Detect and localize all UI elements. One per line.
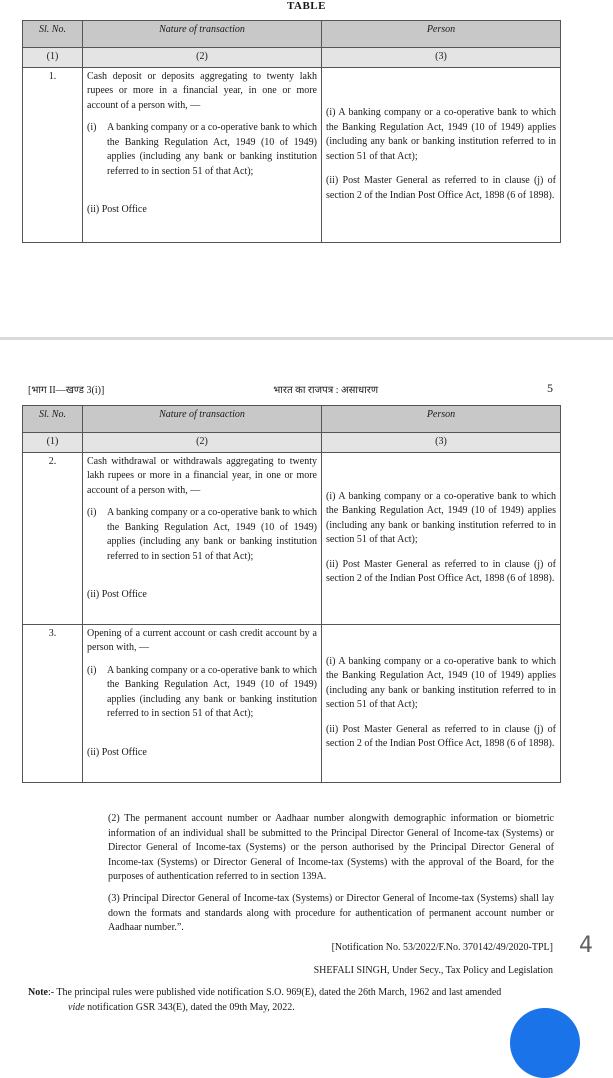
table-row (23, 67, 561, 242)
col-num-1: (1) (23, 433, 83, 453)
sub-text: A banking company or a co-operative bank to which the Banking Regulation Act, 1949 (10 of 1949) applies (including any bank or banking institution referred to in section 51 of that Act); (107, 507, 317, 562)
header-page-number: 5 (546, 381, 553, 395)
note-label: Note (28, 987, 48, 998)
nature-sub-ii: (ii) Post Office (87, 746, 147, 758)
person-ii: (ii) Post Master General as referred to in clause (j) of section 2 of the Indian Post Office Act, 1898 (6 of 1898). (326, 175, 556, 201)
floating-action-button[interactable] (510, 1008, 580, 1078)
col-person-header: Person (322, 406, 561, 433)
page-divider (0, 337, 613, 340)
row-nature (83, 67, 322, 242)
nature-sub-i (87, 664, 317, 722)
note-text: :- The principal rules were published vide notification S.O. 969(E), dated the 26th March, 1962 and last amended (48, 987, 502, 998)
transactions-table-1 (22, 20, 561, 243)
table-row (23, 624, 561, 782)
row-serial: 1. (23, 67, 83, 242)
person-i: (i) A banking company or a co-operative bank to which the Banking Regulation Act, 1949 (10 of 1949) applies (including any bank or banking institution referred to in section 51 of that Act); (326, 107, 556, 162)
col-num-3: (3) (322, 48, 561, 68)
nature-sub-i (87, 121, 317, 179)
rule-subpara-3: (3) Principal Director General of Income-tax (Systems) or Director General of Income-tax (Systems) shall lay down the formats and standards along with procedure for authentication of permanent account number or Aadhaar number.”. (108, 893, 554, 933)
nature-sub-ii: (ii) Post Office (87, 589, 147, 600)
col-nature-header: Nature of transaction (83, 21, 322, 48)
person-i: (i) A banking company or a co-operative bank to which the Banking Regulation Act, 1949 (10 of 1949) applies (including any bank or banking institution referred to in section 51 of that Act); (326, 490, 556, 545)
nature-sub-ii: (ii) Post Office (87, 204, 147, 215)
col-num-2: (2) (83, 48, 322, 68)
person-ii: (ii) Post Master General as referred to in clause (j) of section 2 of the Indian Post Office Act, 1898 (6 of 1898). (326, 723, 556, 749)
transactions-table-2 (22, 405, 561, 783)
col-num-1: (1) (23, 48, 83, 68)
col-sl-header: Sl. No. (23, 21, 83, 48)
sub-label: (i) (87, 122, 97, 133)
header-part: [भाग II—खण्ड 3(i)] (28, 384, 105, 396)
sub-label: (i) (87, 507, 97, 518)
col-nature-header: Nature of transaction (83, 406, 322, 433)
nature-intro: Cash deposit or deposits aggregating to twenty lakh rupees or more in a financial year, in one or more account of a person with, — (87, 70, 317, 111)
col-num-2: (2) (83, 433, 322, 453)
row-serial: 3. (23, 624, 83, 782)
row-nature (83, 452, 322, 624)
running-header (28, 381, 553, 396)
row-serial: 2. (23, 452, 83, 624)
notification-number: [Notification No. 53/2022/F.No. 370142/49/2020-TPL] (331, 942, 553, 953)
row-person (322, 624, 561, 782)
col-num-3: (3) (322, 433, 561, 453)
header-gazette: भारत का राजपत्र : असाधारण (273, 384, 379, 396)
person-i: (i) A banking company or a co-operative bank to which the Banking Regulation Act, 1949 (10 of 1949) applies (including any bank or banking institution referred to in section 51 of that Act); (326, 655, 556, 710)
sub-label: (i) (87, 664, 97, 676)
signatory: SHEFALI SINGH, Under Secy., Tax Policy and Legislation (313, 965, 553, 976)
sub-text: A banking company or a co-operative bank to which the Banking Regulation Act, 1949 (10 of 1949) applies (including any bank or banking institution referred to in section 51 of that Act); (107, 122, 317, 177)
rule-subpara-2: (2) The permanent account number or Aadhaar number alongwith demographic information or biometric information of an individual shall be submitted to the Principal Director General of Income-tax (Systems) or Director General of Income-tax (Systems) or the person authorised by the Principal Director General of Income-tax (Systems) or Director General of Income-tax (Systems) with the approval of the Board, for the purposes of authentication referred to in section 139A. (108, 813, 554, 882)
row-person (322, 67, 561, 242)
sub-text: A banking company or a co-operative bank to which the Banking Regulation Act, 1949 (10 of 1949) applies (including any bank or banking institution referred to in section 51 of that Act); (107, 664, 317, 719)
col-sl-header: Sl. No. (23, 406, 83, 433)
table-row (23, 452, 561, 624)
page-counter-badge[interactable]: 4 (579, 933, 593, 958)
note-vide: vide (68, 1001, 85, 1013)
footnote (28, 986, 554, 1015)
table-caption: TABLE (287, 0, 326, 12)
col-person-header: Person (322, 21, 561, 48)
nature-sub-i (87, 506, 317, 564)
person-ii: (ii) Post Master General as referred to in clause (j) of section 2 of the Indian Post Office Act, 1898 (6 of 1898). (326, 558, 556, 584)
nature-intro: Opening of a current account or cash credit account by a person with, — (87, 627, 317, 653)
row-person (322, 452, 561, 624)
nature-intro: Cash withdrawal or withdrawals aggregating to twenty lakh rupees or more in a financial year, in one or more account of a person with, — (87, 455, 317, 496)
row-nature (83, 624, 322, 782)
note-text-2: notification GSR 343(E), dated the 09th May, 2022. (84, 1001, 295, 1013)
